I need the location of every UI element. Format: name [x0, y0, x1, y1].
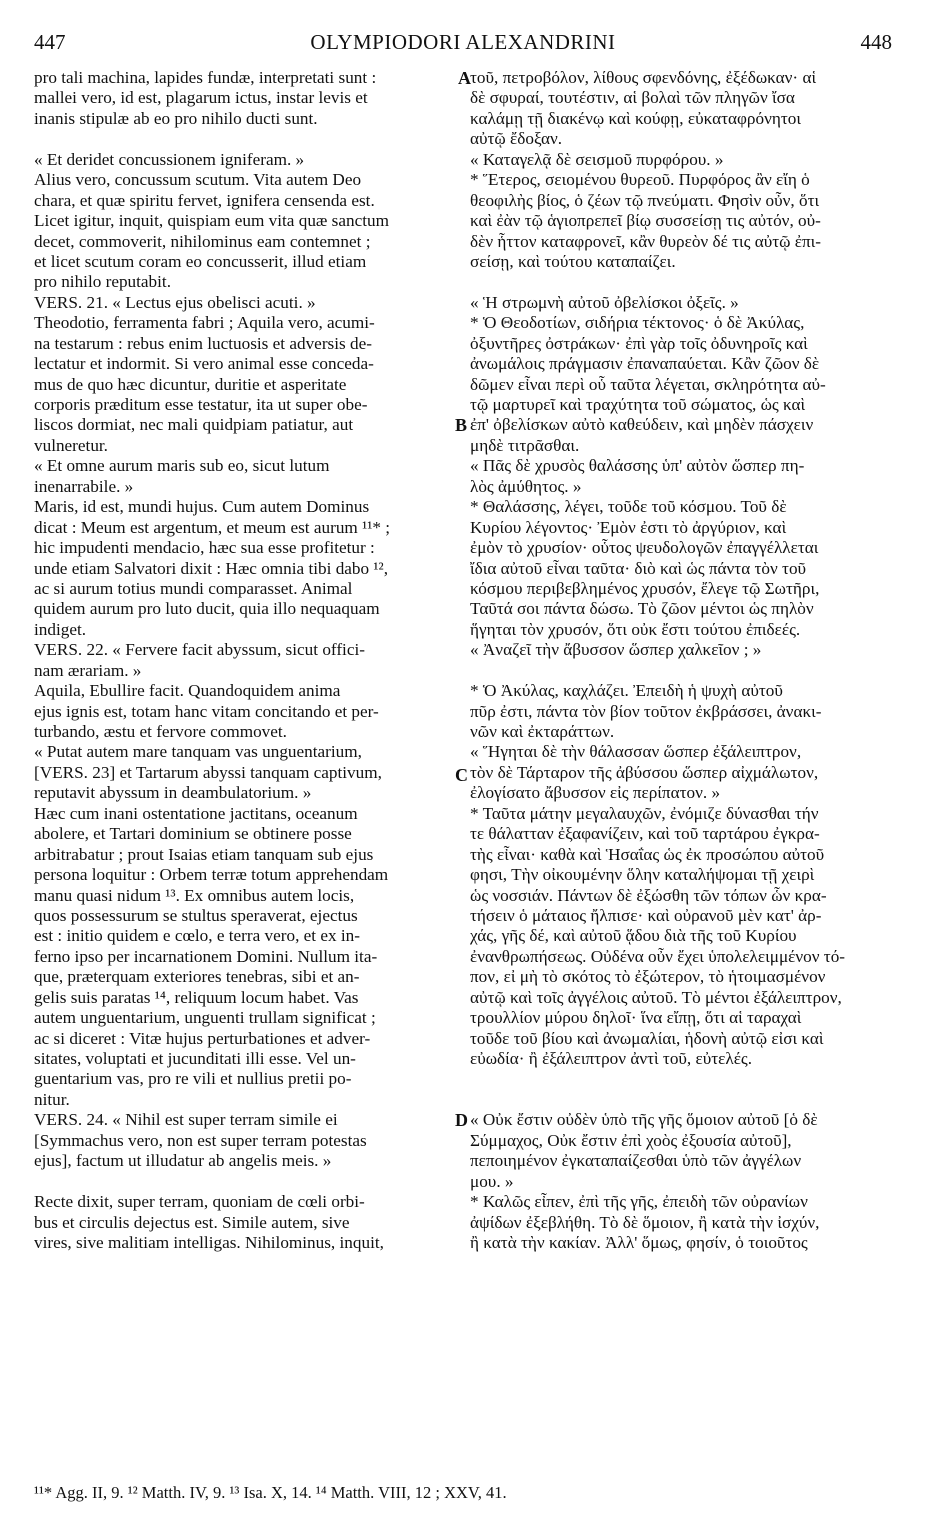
text-line: et licet scutum coram eo concusserit, illud etiam [34, 251, 367, 271]
text-line: hic impudenti mendacio, hæc sua esse profitetur : [34, 538, 375, 558]
text-line: sitates, voluptati et jucunditati illi esse. Vel un- [34, 1049, 356, 1068]
text-line: unde etiam Salvatori dixit : Hæc omnia tibi dabo ¹², [34, 558, 388, 578]
text-line: « Ἥγηται δὲ τὴν θάλασσαν ὥσπερ ἐξάλειπτρον, [470, 742, 802, 762]
text-line: τὸν δὲ Τάρταρον τῆς ἀβύσσου ὥσπερ αἰχμάλωτον, [470, 762, 819, 782]
text-line: liscos dormiat, nec mali quidpiam patiatur, aut [34, 415, 354, 435]
text-line: [VERS. 23] et Tartarum abyssi tanquam captivum, [34, 762, 382, 782]
running-title: OLYMPIODORI ALEXANDRINI [310, 30, 616, 54]
text-line: manu quasi nidum ¹³. Ex omnibus autem locis, [34, 885, 355, 905]
text-line: « Οὐκ ἔστιν οὐδὲν ὑπὸ τῆς γῆς ὅμοιον αὐτοῦ [ὁ δὲ [470, 1110, 818, 1130]
text-line: ἥγηται τὸν χρυσόν, ὅτι οὐκ ἔστι τούτου ἐπιδεές. [470, 619, 801, 639]
text-line: τοῦ, πετροβόλον, λίθους σφενδόνης, ἐξέδωκαν· αἱ [470, 68, 817, 87]
text-line: turbando, æstu et fervore commovet. [34, 722, 287, 741]
text-line: * Θαλάσσης, λέγει, τοῦδε τοῦ κόσμου. Τοῦ δὲ [470, 497, 787, 517]
text-line: bus et circulis dejectus est. Simile autem, sive [34, 1212, 350, 1232]
margin-letter-c: C [455, 765, 468, 785]
text-line: Recte dixit, super terram, quoniam de cœli orbi- [34, 1192, 365, 1212]
text-line: mallei vero, id est, plagarum ictus, instar levis et [34, 88, 368, 108]
text-line: nitur. [34, 1089, 70, 1109]
text-line: τε θάλατταν ἐξαφανίζειν, καὶ τοῦ ταρτάρου ἐγκρα- [470, 824, 820, 844]
text-line: κόσμου περιβεβλημένος χρυσόν, ἔλεγε τῷ Σωτῆρι, [470, 578, 820, 598]
text-line: « Ἀναζεῖ τὴν ἄβυσσον ὥσπερ χαλκεῖον ; » [470, 640, 762, 660]
text-line: Licet igitur, inquit, quispiam eum vita quæ sanctum [34, 211, 389, 231]
text-line: pro nihilo reputabit. [34, 272, 171, 292]
text-line: πον, εἰ μὴ τὸ σκότος τὸ ἐξώτερον, τὸ ἡτοιμασμένον [470, 967, 826, 987]
text-line: Theodotio, ferramenta fabri ; Aquila vero, acumi- [34, 313, 375, 333]
text-line: guentarium vas, pro re vili et nullius pretii po- [34, 1069, 352, 1089]
text-line: ὀξυντῆρες ὀστράκων· ἐπὶ γὰρ τοῖς ὀδυνηροῖς καὶ [470, 333, 808, 353]
text-line: ἀνωμάλοις πράγμασιν ἐπαναπαύεται. Κἂν ζῶον δὲ [470, 354, 820, 374]
text-line: νῶν καὶ ἐκταράττων. [470, 722, 615, 741]
text-line: ὡς νοσσιάν. Πάντων δὲ ἐξώσθη τῶν τόπων ὧν κρα- [470, 885, 827, 905]
text-line: καλάμῃ τῇ διακένῳ καὶ κούφῃ, εὐκαταφρόνητοι [470, 108, 801, 128]
text-line: φησι, Τὴν οἰκουμένην ὅλην καταλήψομαι τῇ χειρὶ [470, 865, 815, 885]
text-line: vulneretur. [34, 435, 108, 455]
text-line: persona loquitur : Orbem terræ totum apprehendam [34, 865, 389, 885]
text-line [470, 272, 894, 292]
text-line: na testarum : rebus enim luctuosis et adversis de- [34, 333, 372, 353]
text-line: Ταῦτά σοι πάντα δώσω. Τὸ ζῶον μέντοι ὡς πηλὸν [470, 599, 814, 619]
text-line: corporis præditum esse testatur, ita ut super obe- [34, 395, 368, 414]
text-line: αὐτῷ ἔδοξαν. [470, 129, 563, 149]
text-line [34, 1172, 458, 1192]
text-line [470, 1069, 894, 1089]
text-line: decet, commoverit, nihilominus eam contemnet ; [34, 231, 371, 251]
text-line: est : initio quidem e cœlo, e terra vero, et ex in- [34, 926, 360, 946]
text-line: * Ταῦτα μάτην μεγαλαυχῶν, ἐνόμιζε δύνασθαι τήν [470, 803, 819, 823]
text-line: χάς, γῆς δέ, καὶ αὐτοῦ ᾅδου διὰ τῆς τοῦ Κυρίου [470, 926, 797, 946]
text-line: πῦρ ἐστι, πάντα τὸν βίον τοῦτον ἐκβράσσει, ἀνακι- [470, 701, 822, 721]
footnotes: ¹¹* Agg. II, 9. ¹² Matth. IV, 9. ¹³ Isa. X, 14. ¹⁴ Matth. VIII, 12 ; XXV, 41. [34, 1483, 507, 1502]
margin-letter-b: B [455, 415, 468, 435]
text-line: vires, sive malitiam intelligas. Nihilominus, inquit, [34, 1232, 384, 1252]
text-line: τὴς εἶναι· καθὰ καὶ Ἡσαΐας ὡς ἐκ προσώπου αὐτοῦ [470, 844, 825, 864]
text-line: μηδὲ τιτρᾶσθαι. [470, 435, 580, 455]
text-line: ejus], factum ut illudatur ab angelis meis. » [34, 1151, 332, 1171]
page-number-left: 447 [34, 30, 66, 54]
text-line: « Ἡ στρωμνὴ αὐτοῦ ὀβελίσκοι ὀξεῖς. » [470, 292, 739, 312]
text-line: abolere, et Tartari dominium se obtinere posse [34, 824, 352, 844]
text-line: ἐλογίσατο ἄβυσσον εἰς περίπατον. » [470, 783, 721, 803]
text-line: « Καταγελᾷ δὲ σεισμοῦ πυρφόρου. » [470, 149, 724, 169]
text-line: « Et omne aurum maris sub eo, sicut lutum [34, 456, 330, 476]
text-line: « Πᾶς δὲ χρυσὸς θαλάσσης ὑπ' αὐτὸν ὥσπερ πη- [470, 456, 805, 476]
text-line: τρουλλίον μύρου δηλοῖ· ἵνα εἴπῃ, ὅτι αἱ ταραχαὶ [470, 1008, 802, 1028]
text-line: autem unguentarium, unguenti trullam significat ; [34, 1008, 376, 1028]
text-line: δῶμεν εἶναι περὶ οὗ ταῦτα λέγεται, σκληρότητα αὐ- [470, 374, 826, 394]
text-line: Alius vero, concussum scutum. Vita autem Deo [34, 170, 362, 190]
text-line: ἐνανθρωπήσεως. Οὐδένα οὖν ἔχει ὑπολελειμμένον τό- [470, 946, 846, 966]
text-line: καὶ ἐὰν τῷ ἁγιοπρεπεῖ βίῳ συσσείσῃ τις αὐτόν, οὐ- [470, 211, 821, 231]
text-line: λὸς ἀμύθητος. » [470, 476, 582, 496]
text-line: Aquila, Ebullire facit. Quandoquidem anima [34, 681, 341, 701]
text-line: Κυρίου λέγοντος· Ἐμὸν ἐστι τὸ ἀργύριον, καὶ [470, 517, 787, 537]
text-line: que, præterquam exteriores tenebras, sibi et an- [34, 967, 360, 987]
text-line: Hæc cum inani ostentatione jactitans, oceanum [34, 803, 358, 823]
text-line: Σύμμαχος, Οὐκ ἔστιν ἐπὶ χοὸς ἐξουσία αὐτοῦ], [470, 1130, 792, 1150]
text-line: mus de quo hæc dicuntur, duritie et asperitate [34, 374, 347, 394]
text-line: ἀψίδων ἐξεβλήθη. Τὸ δὲ ὅμοιον, ἢ κατὰ τὴν ἰσχύν, [470, 1212, 820, 1232]
page-number-right: 448 [860, 30, 892, 54]
text-line: « Putat autem mare tanquam vas unguentarium, [34, 742, 362, 762]
text-line: σείσῃ, καὶ τούτου καταπαίζει. [470, 251, 676, 271]
text-line: VERS. 22. « Fervere facit abyssum, sicut offici- [34, 640, 365, 660]
text-line: ἐπ' ὀβελίσκων αὐτὸ καθεύδειν, καὶ μηδὲν πάσχειν [470, 415, 814, 435]
margin-letter-a: A [458, 68, 471, 88]
text-line: δὲ σφυραί, τουτέστιν, αἱ βολαὶ τῶν πληγῶν ἴσα [470, 88, 795, 108]
text-line: * Ὁ Θεοδοτίων, σιδήρια τέκτονος· ὁ δὲ Ἀκύλας, [470, 313, 805, 333]
text-line: gelis suis paratas ¹⁴, reliquum locum habet. Vas [34, 987, 359, 1007]
text-line: quidem aurum pro luto ducit, quia illo nequaquam [34, 599, 380, 619]
text-line: εὐωδία· ἢ ἐξάλειπτρον ἀντὶ τοῦ, εὐτελές. [470, 1049, 753, 1068]
text-line: θεοφιλὴς βίος, ὁ ζέων τῷ πνεύματι. Φησὶν οὖν, ὅτι [470, 190, 820, 210]
text-line: lectatur et indormit. Si vero animal esse conceda- [34, 354, 374, 374]
text-line: τοῦδε τοῦ βίου καὶ ἀνωμαλίαι, ἡδονὴ αὐτῷ εἰσι καὶ [470, 1028, 824, 1048]
text-line: τῷ μαρτυρεῖ καὶ τραχύτητα τοῦ σώματος, ὡς καὶ [470, 395, 806, 414]
text-line: ferno ipso per incarnationem Domini. Nullum ita- [34, 946, 378, 966]
text-line: « Et deridet concussionem igniferam. » [34, 149, 305, 169]
greek-column [470, 68, 894, 1253]
text-line: ejus ignis est, totam hanc vitam concitando et per- [34, 701, 379, 721]
text-line: inenarrabile. » [34, 476, 134, 496]
text-line: ac si aurum totius mundi comparasset. Animal [34, 578, 353, 598]
margin-letter-d: D [455, 1110, 468, 1130]
text-line: [Symmachus vero, non est super terram potestas [34, 1130, 367, 1150]
text-line [34, 129, 458, 149]
page-header [34, 30, 892, 58]
text-line: ἢ κατὰ τὴν κακίαν. Ἀλλ' ὅμως, φησίν, ὁ τοιοῦτος [470, 1232, 808, 1252]
text-line: dicat : Meum est argentum, et meum est aurum ¹¹* ; [34, 517, 391, 537]
text-line: VERS. 21. « Lectus ejus obelisci acuti. » [34, 292, 316, 312]
text-line: chara, et quæ spiritu fervet, ignifera censenda est. [34, 190, 375, 210]
text-line: ac si diceret : Vitæ hujus perturbationes et adver- [34, 1028, 371, 1048]
text-line: nam ærariam. » [34, 660, 142, 680]
text-line [470, 661, 894, 681]
text-line: ἐμὸν τὸ χρυσίον· οὗτος ψευδολογῶν ἐπαγγέλλεται [470, 538, 819, 558]
text-line: pro tali machina, lapides fundæ, interpretati sunt : [34, 68, 377, 87]
text-line: quos possessurum se stultus speraverat, ejectus [34, 905, 358, 925]
text-line: indiget. [34, 619, 87, 639]
text-line [470, 1090, 894, 1110]
text-line: αὐτῷ καὶ τοῖς ἀγγέλοις αὐτοῦ. Τὸ μέντοι ἐξάλειπτρον, [470, 987, 842, 1007]
text-line: VERS. 24. « Nihil est super terram simile ei [34, 1110, 338, 1130]
latin-column [34, 68, 458, 1253]
text-line: Maris, id est, mundi hujus. Cum autem Dominus [34, 497, 370, 517]
text-line: * Ὁ Ἀκύλας, καχλάζει. Ἐπειδὴ ἡ ψυχὴ αὐτοῦ [470, 681, 783, 701]
text-line: inanis stipulæ ab eo pro nihilo ducti sunt. [34, 108, 318, 128]
text-line: ἴδια αὐτοῦ εἶναι ταῦτα· διὸ καὶ ὡς πάντα τὸν τοῦ [470, 558, 807, 578]
text-line: πεποιημένον ἐγκαταπαίζεσθαι ὑπὸ τῶν ἀγγέλων [470, 1151, 802, 1171]
text-line: τήσειν ὁ μάταιος ἤλπισε· καὶ οὐρανοῦ μὲν κατ' ἀρ- [470, 905, 822, 925]
text-line: reputavit abyssum in deambulatorium. » [34, 783, 312, 803]
text-line: arbitrabatur ; prout Isaias etiam tanquam sub ejus [34, 844, 374, 864]
text-line: * Καλῶς εἶπεν, ἐπὶ τῆς γῆς, ἐπειδὴ τῶν οὐρανίων [470, 1192, 808, 1212]
text-line: * Ἕτερος, σειομένου θυρεοῦ. Πυρφόρος ἂν εἴη ὁ [470, 170, 810, 190]
text-line: μου. » [470, 1171, 514, 1191]
text-line: δὲν ἧττον καταφρονεῖ, κἂν θυρεὸν δέ τις αὐτῷ ἐπι- [470, 231, 822, 251]
